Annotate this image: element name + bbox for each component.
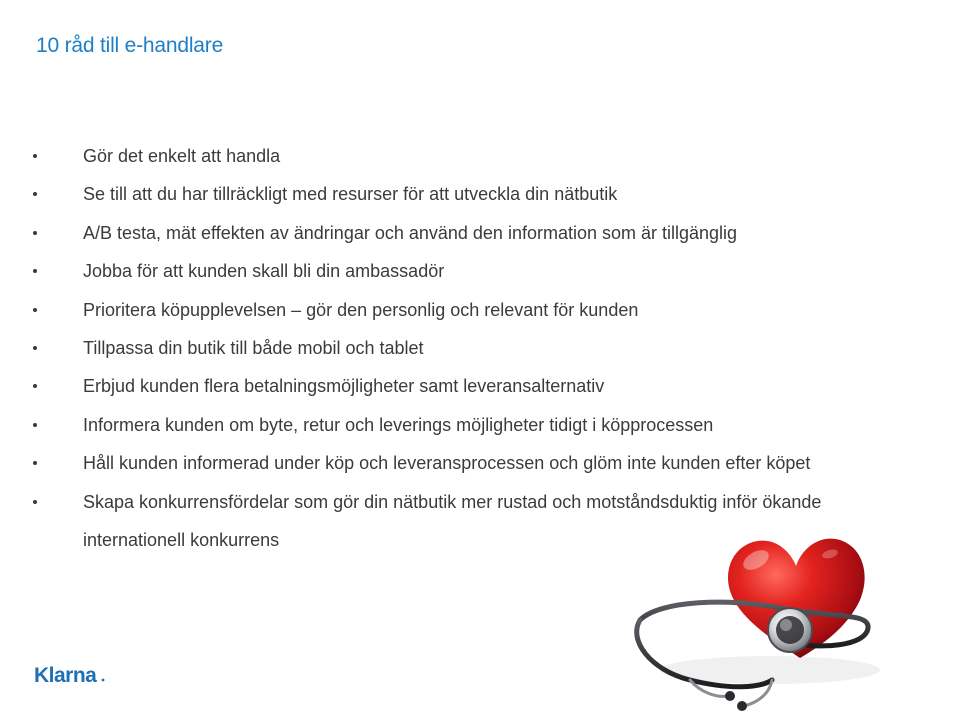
bullet-text: Informera kunden om byte, retur och leverings möjligheter tidigt i köpprocessen [83,414,714,435]
bullet-text: Prioritera köpupplevelsen – gör den personlig och relevant för kunden [83,299,639,320]
bullet-text: Gör det enkelt att handla [83,146,281,166]
bullet-dot-icon [33,346,37,350]
list-item [0,412,960,450]
bullet-text: Se till att du har tillräckligt med resurser för att utveckla din nätbutik [83,184,618,205]
bullet-dot-icon [33,461,37,465]
bullet-text: Erbjud kunden flera betalningsmöjligheter samt leveransalternativ [83,376,605,397]
bullet-text: Skapa konkurrensfördelar som gör din nätbutik mer rustad och motståndsduktig inför ökande internationell konkurrens [83,491,822,550]
bullet-dot-icon [33,269,37,273]
bullet-text: Tillpassa din butik till både mobil och tablet [83,337,424,358]
bullet-text: Jobba för att kunden skall bli din ambassadör [83,261,445,282]
list-item [0,258,960,296]
bullet-dot-icon [33,500,37,504]
bullet-dot-icon [33,423,37,427]
list-item [0,335,960,373]
list-item [0,143,960,181]
bullet-text: A/B testa, mät effekten av ändringar och använd den information som är tillgänglig [83,222,738,243]
list-item [0,220,960,258]
bullet-dot-icon [33,154,37,158]
bullet-dot-icon [33,308,37,312]
list-item [0,373,960,411]
bullet-dot-icon [33,384,37,388]
bullet-text: Håll kunden informerad under köp och leveransprocessen och glöm inte kunden efter köpet [83,453,811,474]
heart-stethoscope-illustration [620,520,890,712]
list-item [0,181,960,219]
klarna-logo [34,662,106,688]
bullet-list [0,143,960,567]
slide-title: 10 råd till e-handlare [36,34,224,57]
bullet-dot-icon [33,192,37,196]
list-item [0,297,960,335]
svg-text:Klarna: Klarna [34,664,97,687]
bullet-dot-icon [33,231,37,235]
